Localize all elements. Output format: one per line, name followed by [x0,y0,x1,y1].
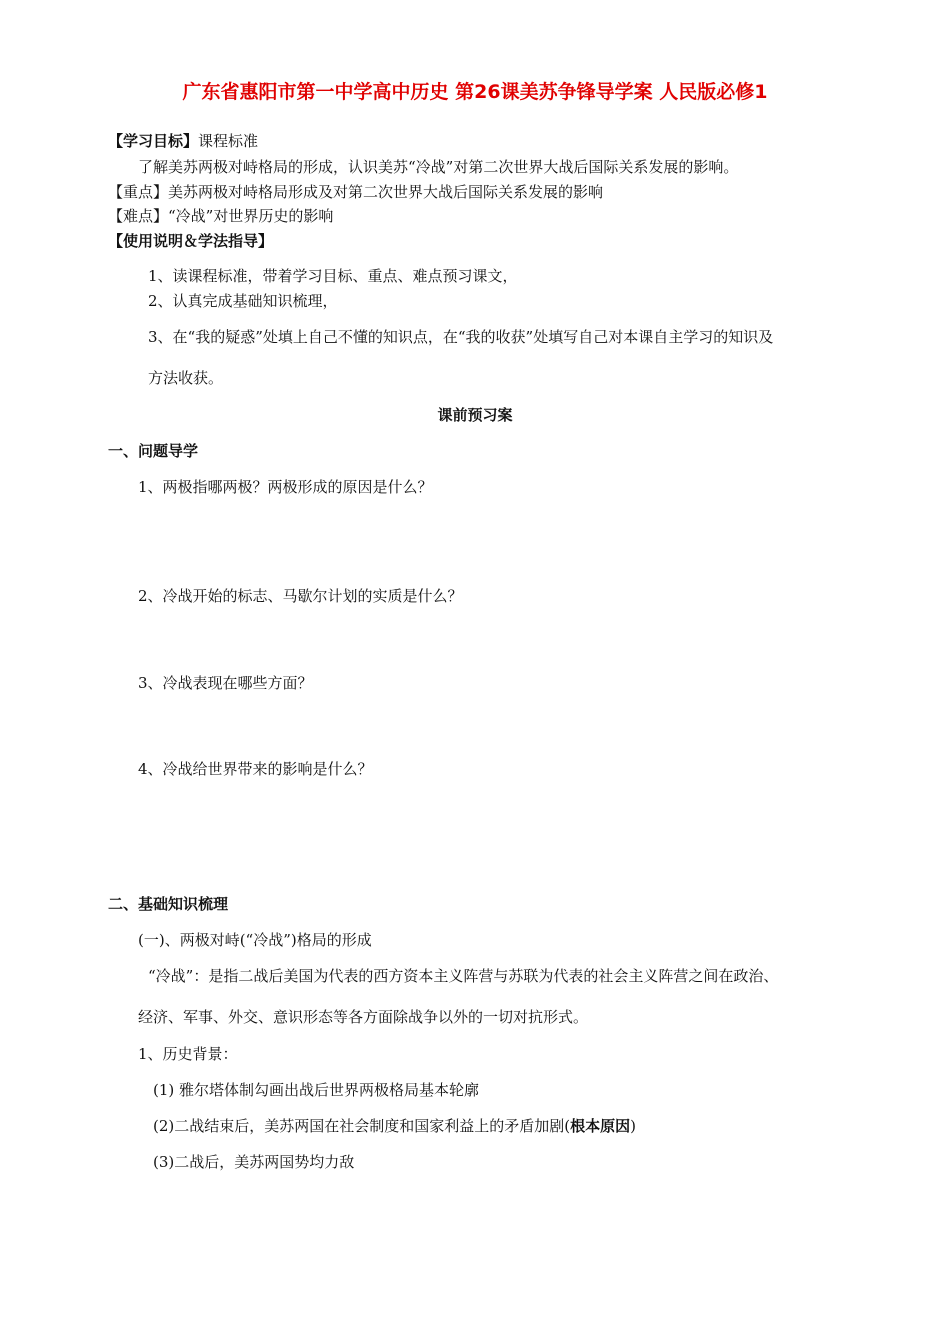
objectives-line [108,131,258,151]
difficulty-label: 【难点】 [108,207,169,225]
background-heading: 1、历史背景： [138,1045,238,1063]
usage-item: 1、读课程标准，带着学习目标、重点、难点预习课文， [148,267,518,285]
background-point [153,1116,636,1136]
question-item: 3、冷战表现在哪些方面？ [138,674,313,692]
background-point-text: (2)二战结束后，美苏两国在社会制度和国家利益上的矛盾加剧( [153,1117,571,1135]
background-point-end: ) [630,1117,636,1135]
usage-item: 2、认真完成基础知识梳理， [148,292,338,310]
background-point: (3)二战后，美苏两国势均力敌 [153,1153,355,1171]
key-point-label: 【重点】 [108,183,169,201]
objectives-heading: 课程标准 [198,132,259,150]
section2-heading: 二、基础知识梳理 [108,895,229,913]
usage-item: 3、在“我的疑惑”处填上自己不懂的知识点，在“我的收获”处填写自己对本课自主学习的知识及 [148,328,774,346]
difficulty-line [108,206,333,226]
background-point: (1) 雅尔塔体制勾画出战后世界两极格局基本轮廓 [153,1081,480,1099]
subsection-title: (一)、两极对峙(“冷战”)格局的形成 [138,931,372,949]
key-point-text: 美苏两极对峙格局形成及对第二次世界大战后国际关系发展的影响 [168,183,604,201]
question-item: 2、冷战开始的标志、马歇尔计划的实质是什么？ [138,587,463,605]
definition-line: 经济、军事、外交、意识形态等各方面除战争以外的一切对抗形式。 [138,1008,589,1026]
root-cause-label: 根本原因 [570,1117,631,1135]
difficulty-text: “冷战”对世界历史的影响 [168,207,334,225]
preview-title: 课前预习案 [437,406,513,424]
definition-line: “冷战”：是指二战后美国为代表的西方资本主义阵营与苏联为代表的社会主义阵营之间在政治、 [148,967,779,985]
objectives-text: 了解美苏两极对峙格局的形成，认识美苏“冷战”对第二次世界大战后国际关系发展的影响。 [138,158,739,176]
usage-item: 方法收获。 [148,369,224,387]
document-title: 广东省惠阳市第一中学高中历史 第26课美苏争锋导学案 人民版必修1 [182,81,768,103]
question-item: 4、冷战给世界带来的影响是什么？ [138,760,373,778]
section1-heading: 一、问题导学 [108,442,199,460]
objectives-label: 【学习目标】 [108,132,199,150]
question-item: 1、两极指哪两极？两极形成的原因是什么？ [138,478,433,496]
usage-heading: 【使用说明＆学法指导】 [108,232,274,250]
key-point-line [108,182,603,202]
